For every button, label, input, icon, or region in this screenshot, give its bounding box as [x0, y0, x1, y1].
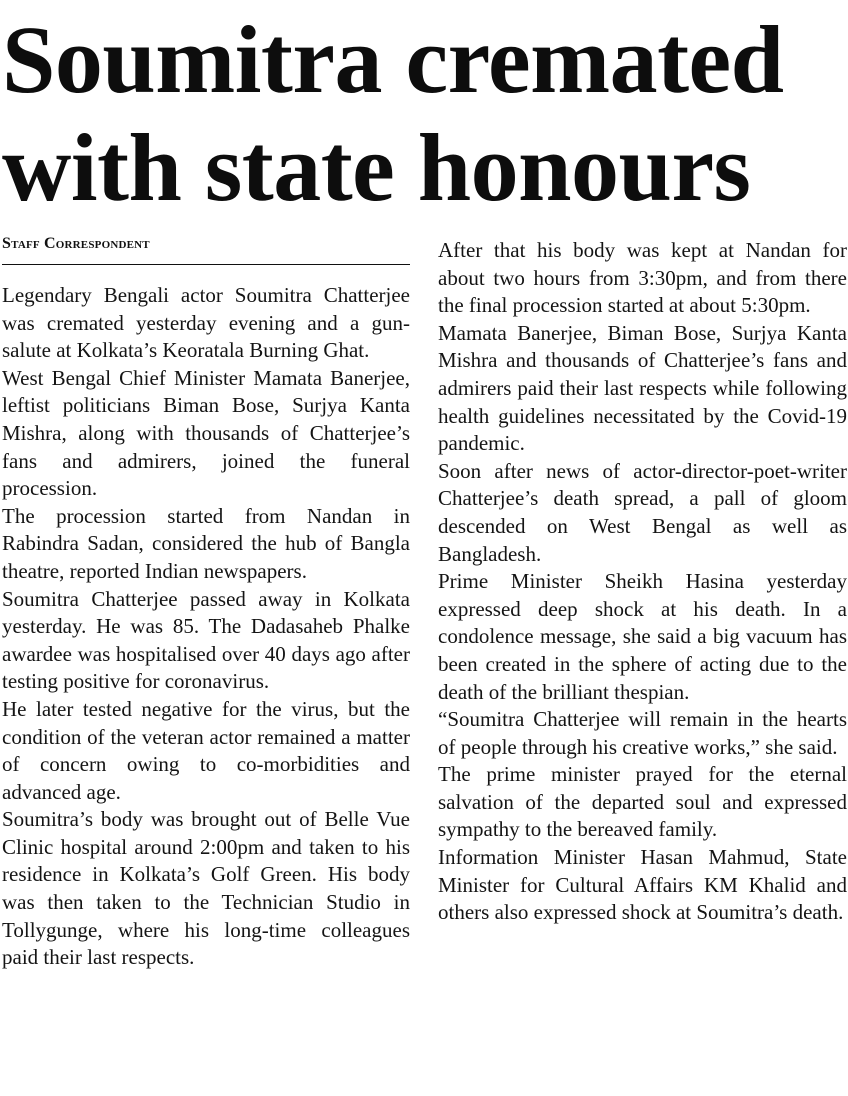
paragraph: Legendary Bengali actor Soumitra Chatterjee was cremated yesterday evening and a gun-salute at Kolkata’s Keoratala Burning Ghat.	[2, 283, 410, 363]
article-column-right	[438, 237, 847, 927]
paragraph: Information Minister Hasan Mahmud, State Minister for Cultural Affairs KM Khalid and others also expressed shock at Soumitra’s death.	[438, 845, 847, 925]
paragraph: West Bengal Chief Minister Mamata Banerjee, leftist politicians Biman Bose, Surjya Kanta Mishra, along with thousands of Chatterjee’s fans and admirers, joined the funeral procession.	[2, 365, 410, 501]
paragraph: “Soumitra Chatterjee will remain in the hearts of people through his creative works,” she said.	[438, 707, 847, 759]
article-column-left	[2, 282, 410, 972]
paragraph: He later tested negative for the virus, but the condition of the veteran actor remained a matter of concern owing to co-morbidities and advanced age.	[2, 696, 410, 804]
headline-line-2: with state honours	[2, 114, 751, 221]
paragraph: Soon after news of actor-director-poet-writer Chatterjee’s death spread, a pall of gloom descended on West Bengal as well as Bangladesh.	[438, 458, 847, 566]
paragraph: The prime minister prayed for the eternal salvation of the departed soul and expressed sympathy to the bereaved family.	[438, 762, 847, 842]
headline-line-1: Soumitra cremated	[2, 6, 784, 113]
byline: Staff Correspondent	[2, 235, 150, 252]
headline	[2, 6, 848, 222]
paragraph: Soumitra’s body was brought out of Belle Vue Clinic hospital around 2:00pm and taken to his residence in Kolkata’s Golf Green. His body was then taken to the Technician Studio in Tollygunge, where his long-time colleagues paid their last respects.	[2, 807, 410, 970]
paragraph: Mamata Banerjee, Biman Bose, Surjya Kanta Mishra and thousands of Chatterjee’s fans and admirers paid their last respects while following health guidelines necessitated by the Covid-19 pandemic.	[438, 320, 847, 456]
paragraph: After that his body was kept at Nandan for about two hours from 3:30pm, and from there the final procession started at about 5:30pm.	[438, 238, 847, 318]
paragraph: Prime Minister Sheikh Hasina yesterday expressed deep shock at his death. In a condolence message, she said a big vacuum has been created in the sphere of acting due to the death of the brilliant thespian.	[438, 569, 847, 704]
byline-divider	[2, 264, 410, 265]
paragraph: Soumitra Chatterjee passed away in Kolkata yesterday. He was 85. The Dadasaheb Phalke awardee was hospitalised over 40 days ago after testing positive for coronavirus.	[2, 586, 410, 694]
paragraph: The procession started from Nandan in Rabindra Sadan, considered the hub of Bangla theatre, reported Indian newspapers.	[2, 503, 410, 583]
